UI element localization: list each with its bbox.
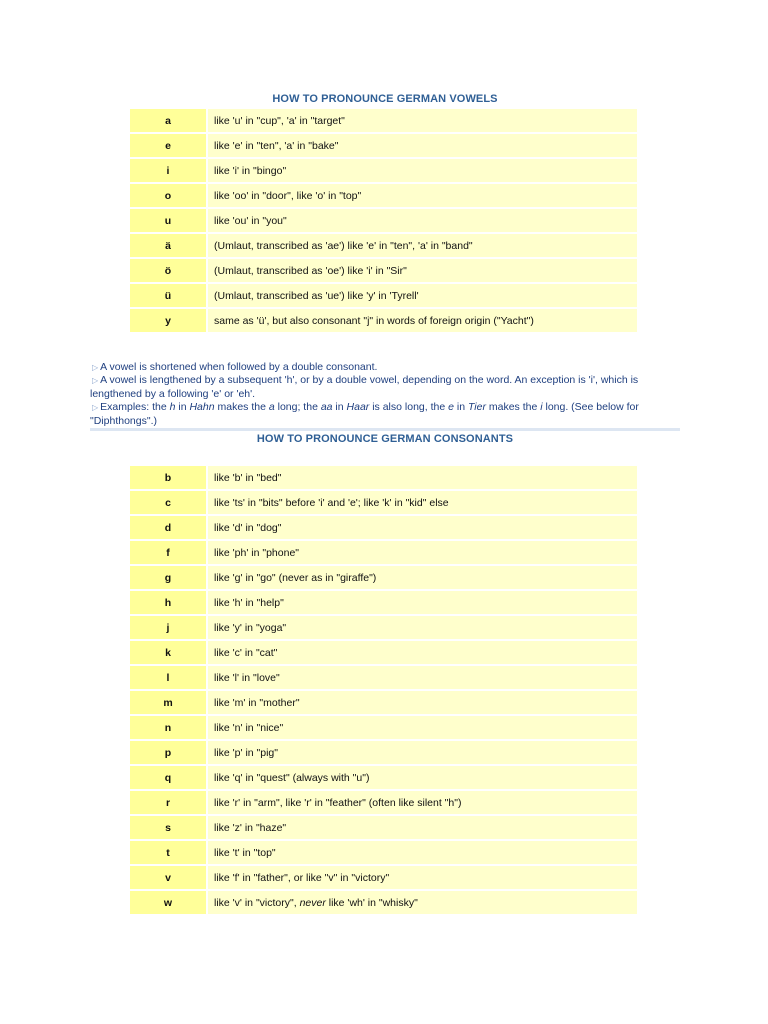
consonant-letter: b xyxy=(130,466,208,489)
table-row xyxy=(130,766,637,789)
vowel-notes xyxy=(90,361,680,428)
consonant-description: like 'p' in "pig" xyxy=(208,741,637,764)
table-row xyxy=(130,259,637,282)
table-row xyxy=(130,841,637,864)
note-emphasis: Hahn xyxy=(189,401,215,414)
consonant-description: like 't' in "top" xyxy=(208,841,637,864)
vowel-letter: ä xyxy=(130,234,208,257)
consonant-description: like 'h' in "help" xyxy=(208,591,637,614)
table-row xyxy=(130,741,637,764)
table-row xyxy=(130,491,637,514)
desc-part: like 'v' in "victory", xyxy=(214,896,300,909)
note-text: Examples: the xyxy=(100,401,170,414)
consonant-description: like 'c' in "cat" xyxy=(208,641,637,664)
consonant-letter: l xyxy=(130,666,208,689)
consonant-description: like 'y' in "yoga" xyxy=(208,616,637,639)
vowel-letter: e xyxy=(130,134,208,157)
table-row xyxy=(130,616,637,639)
table-row xyxy=(130,691,637,714)
note-text: is also long, the xyxy=(369,401,449,414)
table-row xyxy=(130,566,637,589)
consonant-description: like 'l' in "love" xyxy=(208,666,637,689)
consonant-description: like 'd' in "dog" xyxy=(208,516,637,539)
triangle-right-icon: ▷ xyxy=(92,363,99,372)
vowel-description: like 'i' in "bingo" xyxy=(208,159,637,182)
vowel-description: like 'u' in "cup", 'a' in "target" xyxy=(208,109,637,132)
table-row xyxy=(130,284,637,307)
table-row xyxy=(130,109,637,132)
consonant-letter: n xyxy=(130,716,208,739)
note-text: A vowel is shortened when followed by a double consonant. xyxy=(100,361,378,373)
consonant-letter: c xyxy=(130,491,208,514)
table-row xyxy=(130,716,637,739)
consonant-description: like 'z' in "haze" xyxy=(208,816,637,839)
note-lengthening xyxy=(90,374,680,401)
vowel-description: (Umlaut, transcribed as 'ue') like 'y' in 'Tyrell' xyxy=(208,284,637,307)
consonant-description xyxy=(208,891,637,914)
table-row xyxy=(130,791,637,814)
consonants-title: HOW TO PRONOUNCE GERMAN CONSONANTS xyxy=(256,433,514,445)
note-text: in xyxy=(332,401,347,414)
table-row xyxy=(130,641,637,664)
consonant-description: like 'ph' in "phone" xyxy=(208,541,637,564)
note-emphasis: e xyxy=(448,401,454,414)
note-emphasis: a xyxy=(268,401,275,414)
consonant-letter: p xyxy=(130,741,208,764)
consonant-description: like 'f' in "father", or like "v" in "victory" xyxy=(208,866,637,889)
note-emphasis: Tier xyxy=(467,401,486,414)
triangle-right-icon: ▷ xyxy=(92,376,99,386)
consonant-letter: q xyxy=(130,766,208,789)
consonant-letter: f xyxy=(130,541,208,564)
consonant-description: like 'm' in "mother" xyxy=(208,691,637,714)
vowel-letter: ö xyxy=(130,259,208,282)
consonant-letter: w xyxy=(130,891,208,914)
vowel-letter: a xyxy=(130,109,208,132)
table-row xyxy=(130,309,637,332)
table-row xyxy=(130,666,637,689)
consonant-letter: t xyxy=(130,841,208,864)
desc-part: like 'wh' in "whisky" xyxy=(325,896,418,909)
note-text: in xyxy=(175,401,190,414)
triangle-right-icon: ▷ xyxy=(92,403,99,413)
table-row xyxy=(130,816,637,839)
table-row xyxy=(130,591,637,614)
table-row xyxy=(130,209,637,232)
vowel-description: (Umlaut, transcribed as 'ae') like 'e' in "ten", 'a' in "band" xyxy=(208,234,637,257)
consonant-description: like 'r' in "arm", like 'r' in "feather" (often like silent "h") xyxy=(208,791,637,814)
consonant-description: like 'ts' in "bits" before 'i' and 'e'; like 'k' in "kid" else xyxy=(208,491,637,514)
vowel-letter: ü xyxy=(130,284,208,307)
vowel-description: (Umlaut, transcribed as 'oe') like 'i' in "Sir" xyxy=(208,259,637,282)
consonant-letter: m xyxy=(130,691,208,714)
vowel-description: like 'oo' in "door", like 'o' in "top" xyxy=(208,184,637,207)
note-emphasis: Haar xyxy=(346,401,370,414)
vowel-description: like 'e' in "ten", 'a' in "bake" xyxy=(208,134,637,157)
consonant-letter: r xyxy=(130,791,208,814)
vowel-letter: u xyxy=(130,209,208,232)
consonant-description: like 'g' in "go" (never as in "giraffe") xyxy=(208,566,637,589)
note-emphasis: aa xyxy=(320,401,333,414)
table-row xyxy=(130,541,637,564)
section-divider xyxy=(90,428,680,431)
table-row xyxy=(130,516,637,539)
vowel-letter: y xyxy=(130,309,208,332)
vowel-description: like 'ou' in "you" xyxy=(208,209,637,232)
note-emphasis: h xyxy=(169,401,176,414)
consonant-letter: s xyxy=(130,816,208,839)
note-text: makes the xyxy=(485,401,541,414)
note-text: in xyxy=(453,401,468,414)
consonant-letter: g xyxy=(130,566,208,589)
consonant-description: like 'n' in "nice" xyxy=(208,716,637,739)
table-row xyxy=(130,891,637,914)
consonant-letter: k xyxy=(130,641,208,664)
vowel-table xyxy=(130,107,637,334)
consonant-letter: d xyxy=(130,516,208,539)
table-row xyxy=(130,134,637,157)
table-row xyxy=(130,234,637,257)
vowel-letter: o xyxy=(130,184,208,207)
table-row xyxy=(130,866,637,889)
consonant-description: like 'q' in "quest" (always with "u") xyxy=(208,766,637,789)
note-text: long; the xyxy=(274,401,321,414)
desc-emphasis: never xyxy=(299,896,326,909)
consonant-letter: j xyxy=(130,616,208,639)
note-shortening xyxy=(90,361,680,374)
note-examples xyxy=(90,401,680,428)
note-emphasis: i xyxy=(540,401,543,414)
note-text: makes the xyxy=(214,401,269,414)
vowel-description: same as 'ü', but also consonant "j" in words of foreign origin ("Yacht") xyxy=(208,309,637,332)
vowel-letter: i xyxy=(130,159,208,182)
table-row xyxy=(130,466,637,489)
note-text: A vowel is lengthened by a subsequent 'h', or by a double vowel, depending on the word. An exception is 'i', which is lengthened by a following 'e' or 'eh'. xyxy=(90,374,639,400)
vowels-title: HOW TO PRONOUNCE GERMAN VOWELS xyxy=(272,93,498,105)
table-row xyxy=(130,159,637,182)
table-row xyxy=(130,184,637,207)
consonant-description: like 'b' in "bed" xyxy=(208,466,637,489)
consonant-letter: h xyxy=(130,591,208,614)
note-text: long. (See below for "Diphthongs".) xyxy=(90,401,639,427)
consonant-table xyxy=(130,464,637,916)
consonant-letter: v xyxy=(130,866,208,889)
